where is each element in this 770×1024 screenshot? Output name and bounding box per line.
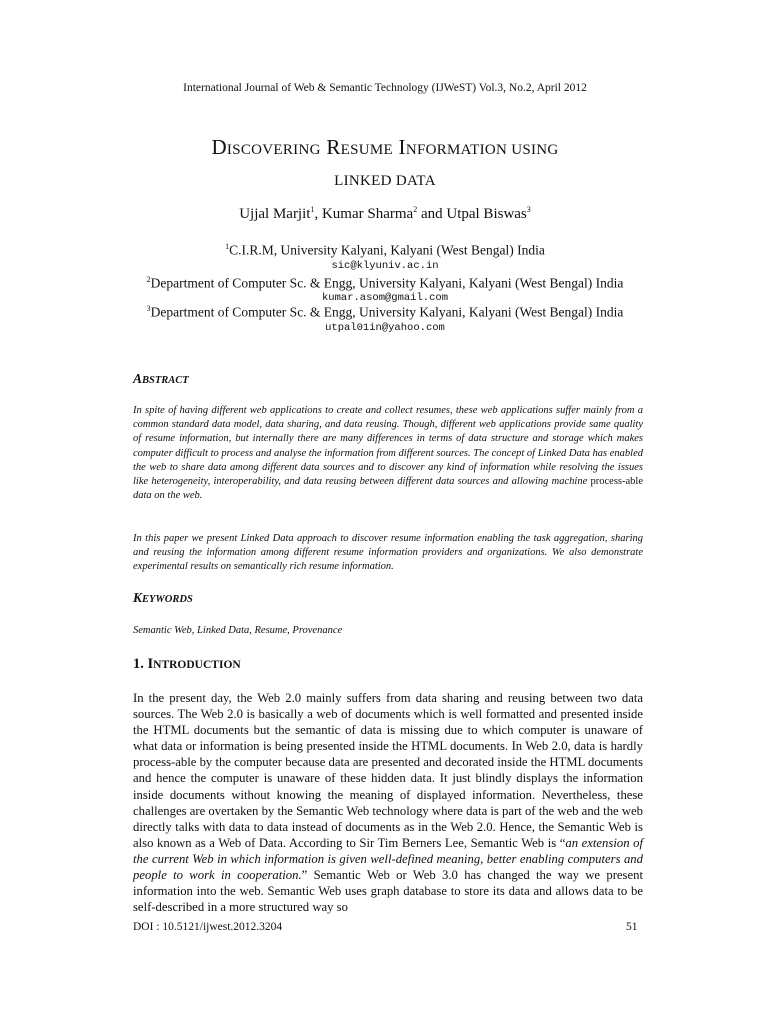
author-1: Ujjal Marjit [239, 206, 311, 222]
abstract-p1-start: In spite of having different web applications to create and collect resumes, these web applications suffer mainly from a common standard data model, data sharing, and data reusing. Though, different web applications provide same quality of resume information, but internally there are many differences in terms of data structure and storage which makes computer difficult to process and analyse the information from different sources. The concept of Linked Data has enabled the web to share data among different data sources and to discover any kind of information while resolving the issues like heterogeneity, interoperability, and data reusing between different data sources and allowing machine [133, 405, 643, 488]
journal-header: International Journal of Web & Semantic Technology (IJWeST) Vol.3, No.2, April 2012 [183, 82, 587, 94]
introduction-heading-num: 1. I [133, 656, 154, 672]
abstract-heading-initial: A [133, 371, 143, 386]
author-sep-1: , [314, 206, 322, 222]
introduction-paragraph [133, 690, 643, 915]
keywords-heading-initial: K [133, 590, 143, 605]
affiliation-3-text: Department of Computer Sc. & Engg, University Kalyani, Kalyani (West Bengal) India [150, 304, 624, 320]
page-number: 51 [626, 921, 638, 933]
affiliation-1-sup: 1 [225, 242, 230, 251]
affiliation-1 [0, 242, 770, 259]
affiliation-2-sup: 2 [146, 275, 151, 284]
intro-p-start: In the present day, the Web 2.0 mainly suffers from data sharing and reusing between two data sources. The Web 2.0 is basically a web of documents which is well formatted and presented inside the HTML documents but the semantic of data is missing due to which computer is unaware of what data or information is being presented inside the HTML documents. In Web 2.0, data is hardly process-able by the computer because data are presented and decorated inside the HTML documents and hence the computer is unaware of these hidden data. It just blindly displays the information inside documents without knowing the meaning of displayed information. Nevertheless, these challenges are overtaken by the Semantic Web technology where data is part of the web and the web directly talks with data to data instead of documents as in the Web 2.0. Hence, the Semantic Web is also known as a Web of Data. According to Sir Tim Berners Lee, Semantic Web is “ [133, 691, 643, 850]
abstract-heading-rest: BSTRACT [142, 375, 189, 386]
affiliation-1-text: C.I.R.M, University Kalyani, Kalyani (West Bengal) India [229, 242, 545, 258]
affiliation-2-text: Department of Computer Sc. & Engg, University Kalyani, Kalyani (West Bengal) India [150, 275, 624, 291]
paper-title-line1 [0, 137, 770, 158]
affiliation-2-email: kumar.asom@gmail.com [321, 292, 449, 304]
title-w2-initial: R [326, 135, 341, 159]
title-w3-rest: NFORMATION USING [405, 142, 559, 158]
introduction-heading-rest: NTRODUCTION [153, 659, 241, 671]
paper-title-line2 [0, 168, 770, 189]
affiliation-3-email: utpal01in@yahoo.com [325, 322, 445, 334]
affiliation-2 [0, 275, 770, 292]
abstract-p1-end: data on the web. [133, 490, 203, 502]
intro-p-quote: an extension of the current Web in which information is given well-defined meaning, better enabling computers and people to work in cooperation. [133, 835, 643, 883]
abstract-paragraph-2: In this paper we present Linked Data approach to discover resume information enabling the task aggregation, sharing and reusing the information among different resume information providers and organizations. We also demonstrate experimental results on semantically rich resume information. [133, 533, 643, 573]
author-3-sup: 3 [526, 205, 531, 214]
introduction-heading [133, 656, 241, 673]
abstract-heading [133, 371, 189, 387]
intro-p-end: ” Semantic Web or Web 3.0 has changed the way we present information into the web. Semantic Web uses graph database to store its data and allows data to be self-described in a more structured way so [133, 868, 643, 915]
title-w1-rest: ISCOVERING [226, 142, 321, 158]
author-2-sup: 2 [413, 205, 418, 214]
affiliation-1-email: sic@klyuniv.ac.in [331, 260, 439, 272]
keywords-text: Semantic Web, Linked Data, Resume, Provenance [133, 625, 343, 636]
author-3: Utpal Biswas [446, 206, 527, 222]
author-list [0, 205, 770, 223]
title-w3-initial: I [398, 135, 406, 159]
affiliation-3 [0, 304, 770, 321]
author-1-sup: 1 [310, 205, 315, 214]
keywords-heading-rest: EYWORDS [142, 594, 193, 605]
title-w1-initial: D [211, 135, 227, 159]
author-2: Kumar Sharma [321, 206, 414, 222]
doi-footer: DOI : 10.5121/ijwest.2012.3204 [133, 921, 283, 933]
abstract-paragraph-1 [133, 404, 643, 503]
keywords-heading [133, 590, 193, 606]
affiliation-3-sup: 3 [146, 304, 151, 313]
title-w2-rest: ESUME [340, 142, 393, 158]
abstract-p1-normal: process-able [590, 476, 643, 488]
title-line2: LINKED DATA [334, 173, 436, 189]
author-sep-2: and [417, 206, 447, 222]
